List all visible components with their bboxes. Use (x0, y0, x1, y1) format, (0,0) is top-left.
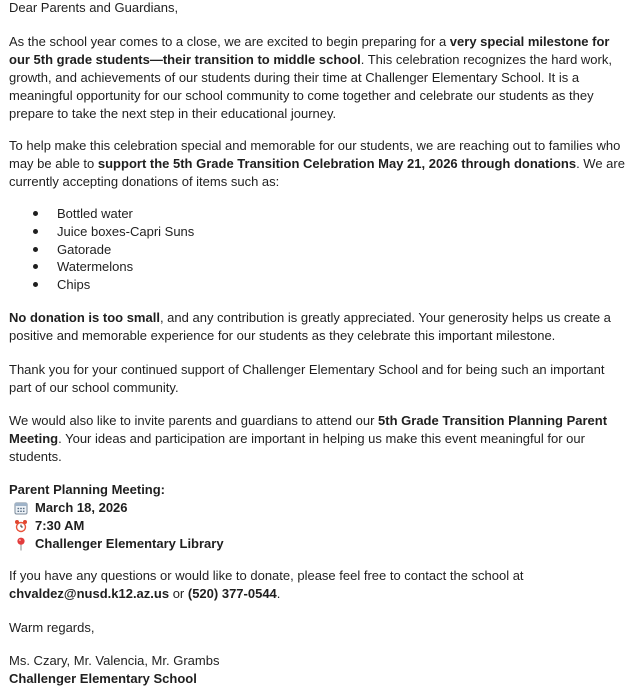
contact-email: chvaldez@nusd.k12.az.us (9, 586, 170, 601)
meeting-heading: Parent Planning Meeting: (9, 482, 166, 497)
list-item (9, 205, 626, 223)
intro-text-a: As the school year comes to a close, we are excited to begin preparing for a (9, 34, 450, 49)
meeting-details (9, 481, 626, 553)
bullet-icon (33, 264, 38, 269)
meeting-date-row (9, 499, 626, 517)
alarm-clock-icon (14, 519, 28, 533)
list-item (9, 276, 626, 294)
greeting: Dear Parents and Guardians, (9, 0, 179, 15)
meeting-location-row (9, 535, 626, 553)
intro-text-c: . This celebration recognizes the hard work, growth, and achievements of our students during their time at Challenger Elementary School. It is a meaningful opportunity for our school community to come together and celebrate our students as they prepare to take the next step in their educational journey. (9, 52, 612, 121)
contact-or: or (169, 586, 188, 601)
meeting-time: 7:30 AM (35, 518, 85, 533)
milestone-emphasis: very special milestone for our 5th grade students—their transition to middle school (9, 34, 610, 67)
contact-end: . (276, 586, 281, 601)
list-item-label: Chips (57, 277, 91, 293)
contribution-text: , and any contribution is greatly appreciated. Your generosity helps us create a positive and memorable experience for our students as they celebrate this important milestone. (9, 310, 611, 343)
list-item-label: Juice boxes-Capri Suns (57, 223, 195, 239)
list-item (9, 258, 626, 276)
contribution-paragraph (9, 309, 626, 345)
pushpin-icon (14, 537, 28, 551)
invitation-text-a: We would also like to invite parents and guardians to attend our (9, 413, 379, 428)
list-item-label: Watermelons (57, 259, 134, 275)
thanks-paragraph: Thank you for your continued support of Challenger Elementary School and for being such an important part of our school community. (9, 362, 605, 395)
meeting-time-row (9, 517, 626, 535)
calendar-icon (14, 501, 28, 515)
donation-items-list (9, 205, 626, 294)
bullet-icon (33, 211, 38, 216)
contribution-emphasis: No donation is too small (9, 310, 160, 325)
meeting-date: March 18, 2026 (35, 500, 128, 515)
donation-text-a: To help make this celebration special and memorable for our students, we are reaching out to families who may be able to (9, 138, 621, 171)
donation-text-c: . We are currently accepting donations of items such as: (9, 156, 625, 189)
contact-paragraph (9, 567, 626, 603)
meeting-location: Challenger Elementary Library (35, 536, 224, 551)
closing: Warm regards, (9, 620, 95, 635)
bullet-icon (33, 229, 38, 234)
contact-text: If you have any questions or would like to donate, please feel free to contact the school at (9, 568, 524, 583)
signers: Ms. Czary, Mr. Valencia, Mr. Grambs (9, 653, 220, 668)
list-item-label: Gatorade (57, 241, 112, 257)
intro-paragraph (9, 33, 626, 123)
donation-request-paragraph (9, 137, 626, 191)
invitation-paragraph (9, 412, 626, 466)
list-item (9, 241, 626, 259)
contact-phone: (520) 377-0544 (187, 586, 277, 601)
invitation-text-c: . Your ideas and participation are important in helping us make this event meaningful for our students. (9, 431, 585, 464)
donation-emphasis: support the 5th Grade Transition Celebration May 21, 2026 through donations (97, 156, 577, 171)
meeting-name-emphasis: 5th Grade Transition Planning Parent Meeting (9, 413, 608, 446)
bullet-icon (33, 247, 38, 252)
bullet-icon (33, 282, 38, 287)
list-item (9, 223, 626, 241)
school-name: Challenger Elementary School (9, 671, 197, 686)
list-item-label: Bottled water (57, 206, 133, 221)
